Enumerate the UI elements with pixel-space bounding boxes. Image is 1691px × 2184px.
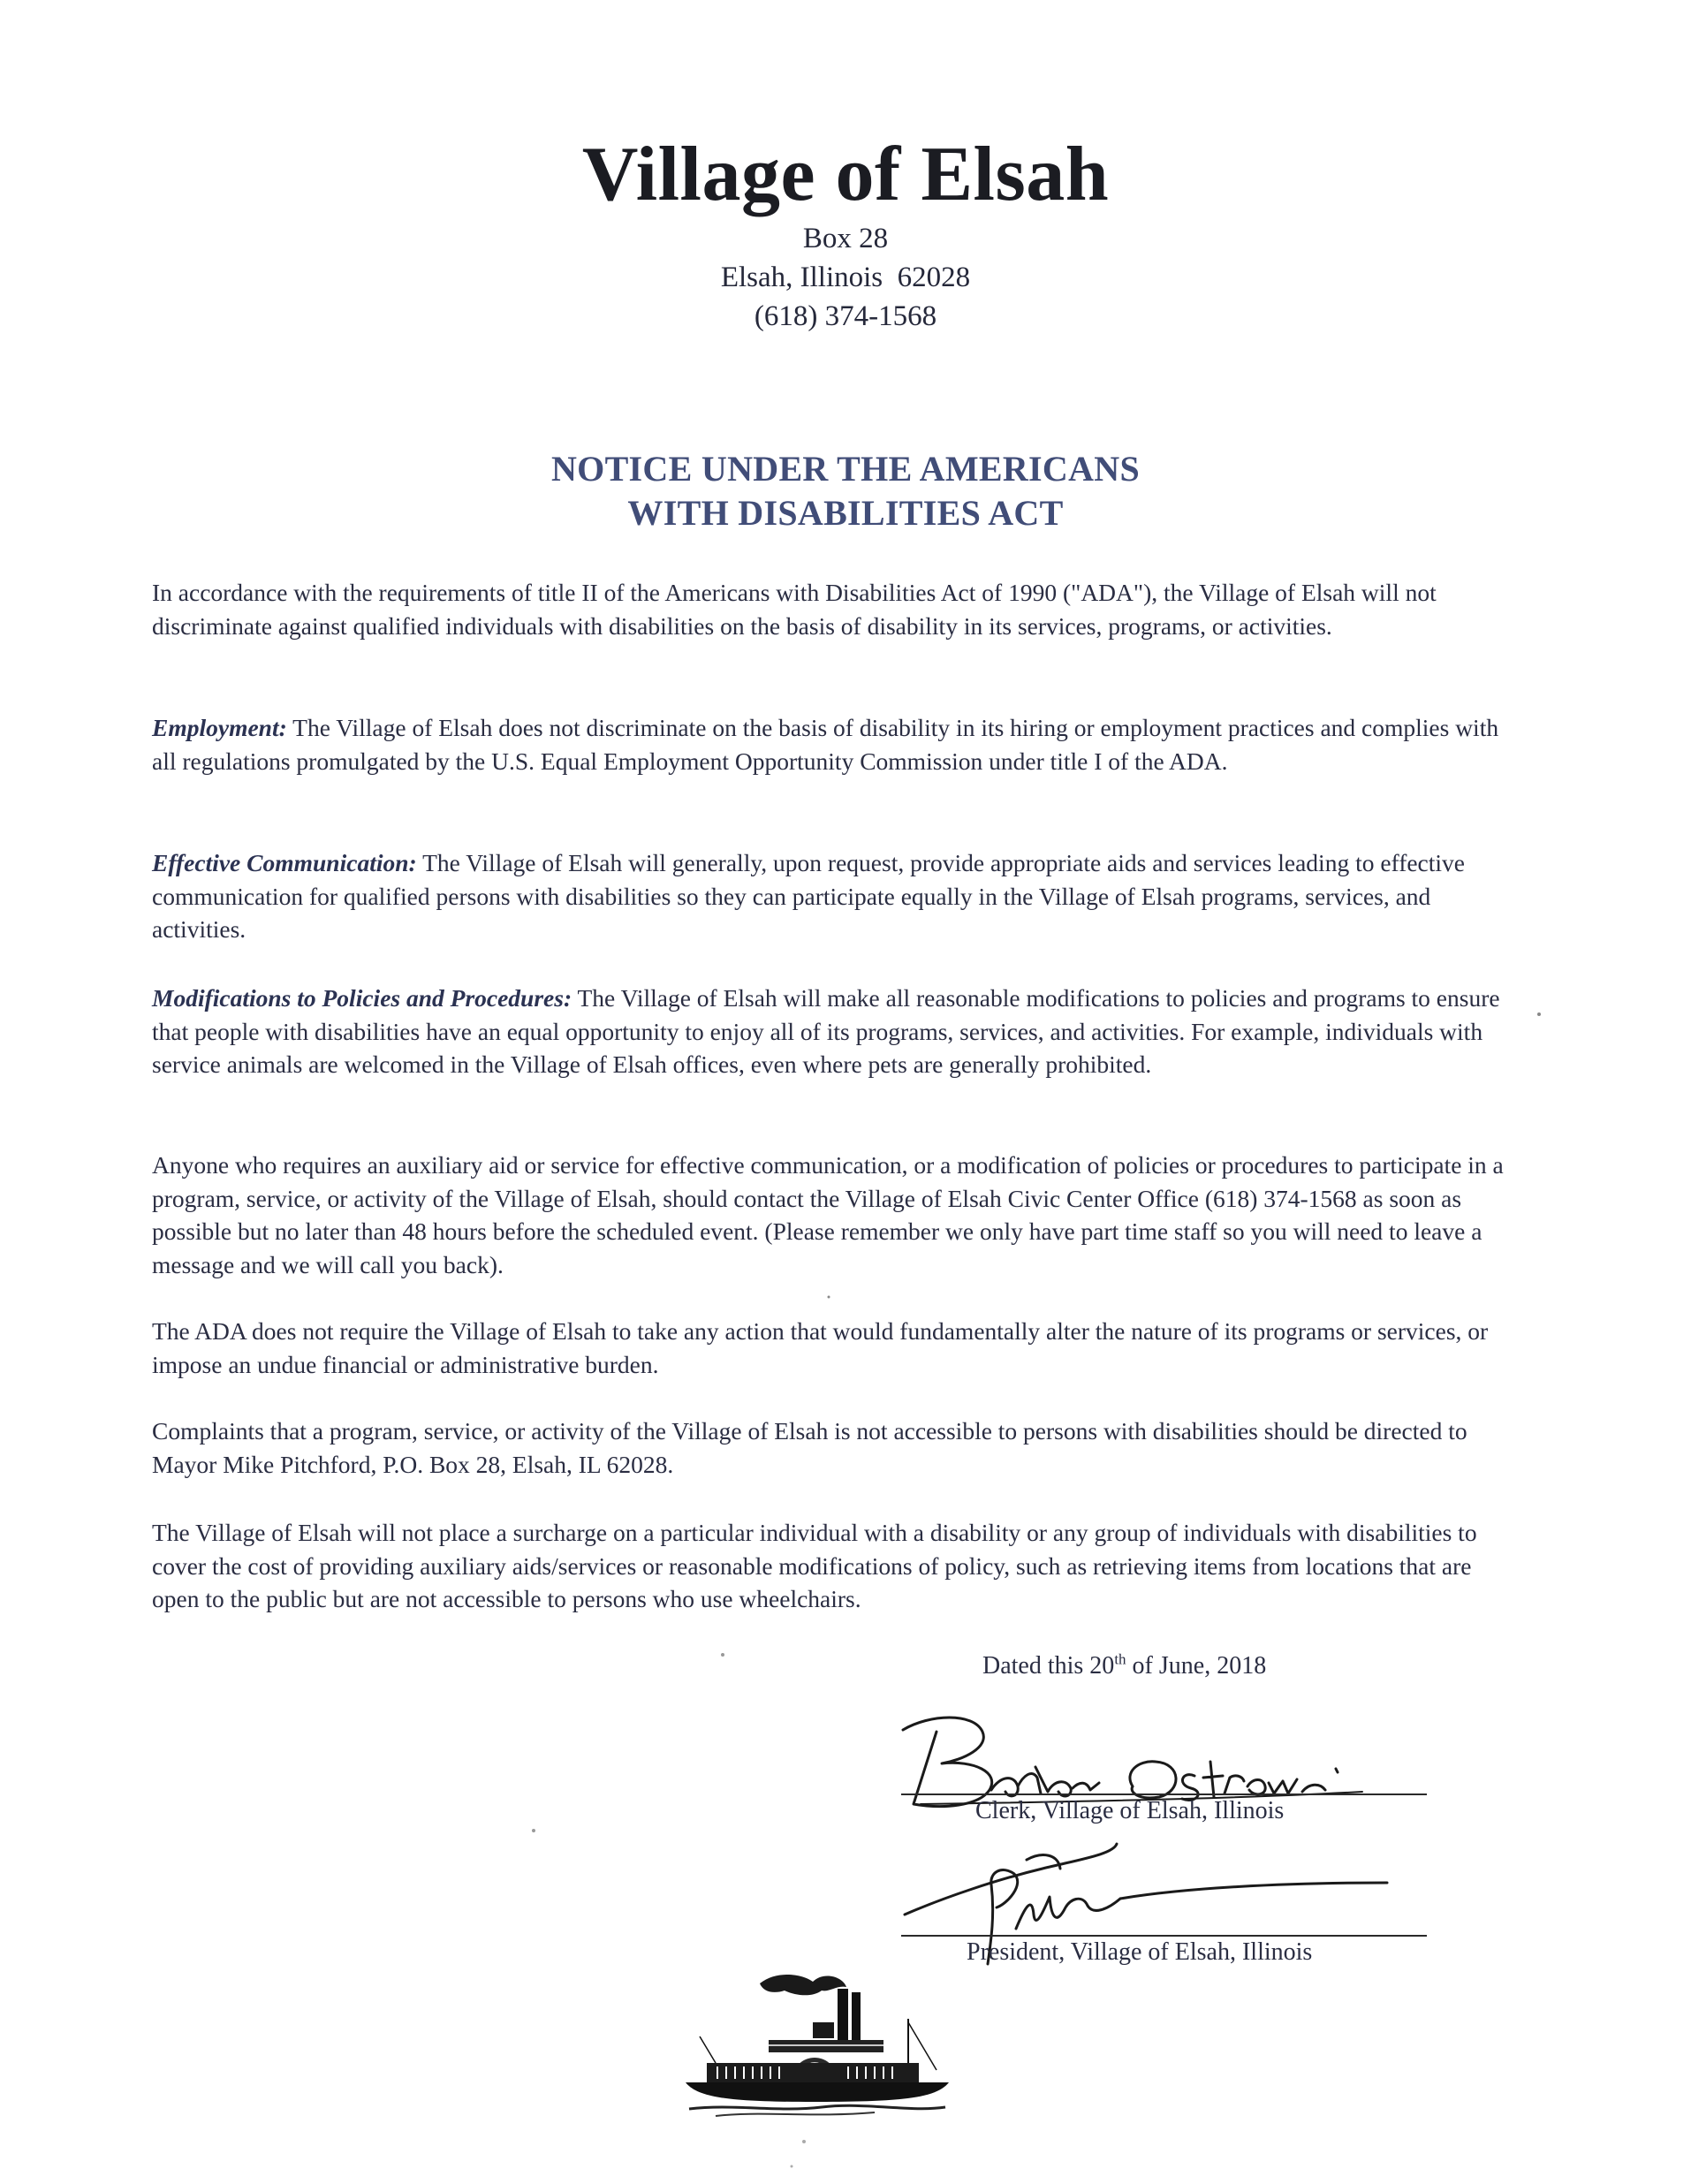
paragraph-burden: The ADA does not require the Village of Elsah to take any action that would fundamentally alter the nature of its programs or services, or impose an undue financial or administrative burden. <box>152 1317 1489 1378</box>
dated-line <box>982 1650 1266 1682</box>
paragraph-complaints: Complaints that a program, service, or activity of the Village of Elsah is not accessible to persons with disabilities should be directed to Mayor Mike Pitchford, P.O. Box 28, Elsah, IL 62028. <box>152 1417 1467 1478</box>
employment-lead: Employment: <box>152 714 287 741</box>
paragraph-communication <box>152 846 1513 946</box>
village-title: Village of Elsah <box>581 132 1110 217</box>
letterhead <box>0 131 1691 336</box>
notice-heading <box>0 447 1691 535</box>
address-city: Elsah, Illinois 62028 <box>720 262 971 293</box>
notice-heading-line1: NOTICE UNDER THE AMERICANS <box>550 449 1141 489</box>
communication-text: The Village of Elsah will generally, upon request, provide appropriate aids and services leading to effective communication for qualified persons with disabilities so they can participate equally in the Village of Elsah programs, services, and activities. <box>152 849 1466 943</box>
communication-lead: Effective Communication: <box>152 849 417 876</box>
paragraph-modifications <box>152 982 1513 1081</box>
steamboat-icon <box>680 1966 954 2120</box>
paragraph-intro: In accordance with the requirements of title II of the Americans with Disabilities Act of 1990 ("ADA"), the Village of Elsah will not discriminate against qualified individuals with disabilities on the basis of disability in its services, programs, or activities. <box>152 579 1437 640</box>
dated-ordinal: th <box>1114 1650 1126 1668</box>
paragraph-contact: Anyone who requires an auxiliary aid or service for effective communication, or a modification of policies or procedures to participate in a program, service, or activity of the Village of Elsah, should contact the Village of Elsah Civic Center Office (618) 374-1568 as soon as possible but no later than 48 hours before the scheduled event. (Please remember we only have part time staff so you will need to leave a message and we will call you back). <box>152 1151 1504 1278</box>
modifications-lead: Modifications to Policies and Procedures: <box>152 984 573 1012</box>
modifications-text: The Village of Elsah will make all reasonable modifications to policies and programs to ensure that people with disabilities have an equal opportunity to enjoy all of its programs, services, and activities. For example, individuals with service animals are welcomed in the Village of Elsah offices, even where pets are generally prohibited. <box>152 984 1500 1078</box>
president-caption: President, Village of Elsah, Illinois <box>967 1938 1313 1966</box>
address-phone: (618) 374-1568 <box>754 300 937 332</box>
dated-rest: of June, 2018 <box>1126 1652 1267 1680</box>
employment-text: The Village of Elsah does not discriminate on the basis of disability in its hiring or employment practices and complies with all regulations promulgated by the U.S. Equal Employment Opportunity Commission under title I of the ADA. <box>152 714 1499 775</box>
paragraph-surcharge: The Village of Elsah will not place a surcharge on a particular individual with a disability or any group of individuals with disabilities to cover the cost of providing auxiliary aids/services or reasonable modifications of policy, such as retrieving items from locations that are open to the public but are not accessible to persons who use wheelchairs. <box>152 1519 1477 1612</box>
notice-heading-line2: WITH DISABILITIES ACT <box>627 493 1064 533</box>
dated-prefix: Dated this 20 <box>982 1652 1115 1680</box>
clerk-caption: Clerk, Village of Elsah, Illinois <box>975 1797 1285 1824</box>
address-box: Box 28 <box>802 223 889 254</box>
paragraph-employment <box>152 711 1513 777</box>
